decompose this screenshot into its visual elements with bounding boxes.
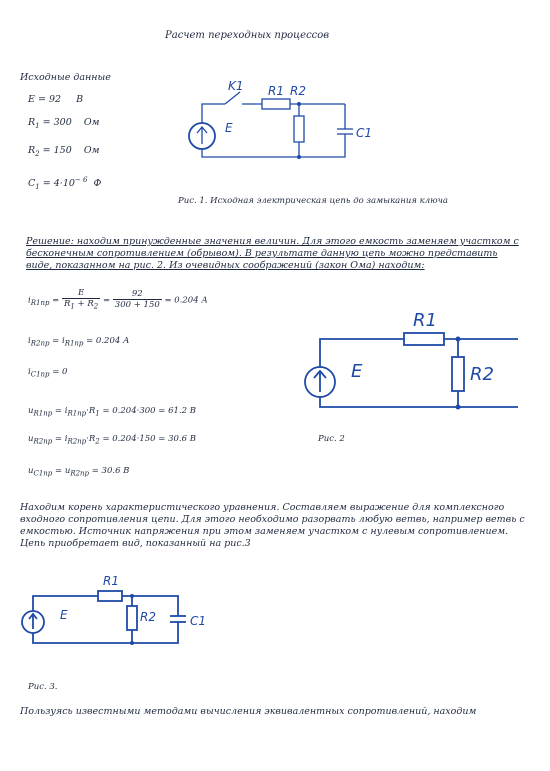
resistor-r2-icon — [294, 116, 304, 142]
fig3-label-e: E — [60, 608, 68, 622]
fig2-caption: Рис. 2 — [318, 434, 345, 444]
fig2-label-e: E — [351, 361, 363, 382]
solution-paragraph: Решение: находим принужденные значения величин. Для этого емкость заменяем участком с бесконечным сопротивлением (обрывом). В результате данную цепь можно представить виде, показанном на рис. 2. Из очевидных соображений (закон Ома) находим: — [26, 236, 519, 271]
given-heading: Исходные данные — [20, 72, 111, 83]
characteristic-paragraph: Находим корень характеристического уравнения. Составляем выражение для комплексного входного сопротивления цепи. Для этого необходимо разорвать любую ветвь, например ветвь с емкостью. Источник напряжения при этом заменяем участком с нулевым сопротивлением. Цепь приобретает вид, показанный на рис.3 — [20, 502, 525, 549]
fig1-label-r2: R2 — [290, 84, 306, 98]
resistor-r2-icon — [127, 606, 137, 630]
fig3-label-r2: R2 — [140, 610, 156, 624]
given-r2: $R_2 = 150$ Ом — [28, 145, 100, 158]
fig2-label-r2: R2 — [470, 364, 494, 385]
fig1-caption: Рис. 1. Исходная электрическая цепь до замыкания ключа — [178, 196, 448, 206]
figure-2-circuit — [296, 302, 526, 422]
resistor-r1-icon — [98, 591, 122, 601]
fig1-label-e: E — [225, 121, 233, 135]
switch-k1-icon — [225, 92, 240, 104]
given-r1: $R_1 = 300$ Ом — [28, 117, 100, 130]
formula-u1: $u_{R1пр} = i_{R1пр}\cdot R_1 = 0.204\cdot 300 = 61.2$ В — [28, 406, 196, 418]
fig3-caption: Рис. 3. — [28, 682, 58, 692]
resistor-r1-icon — [404, 333, 444, 345]
formula-i2: $i_{R2пр} = i_{R1пр} = 0.204$ А — [28, 336, 130, 348]
given-c1: $C_1 = 4\cdot 10^{- 6}$ Ф — [28, 176, 102, 192]
resistor-r1-icon — [262, 99, 290, 109]
formula-ic: $i_{C1пр} = 0$ — [28, 367, 68, 379]
resistor-r2-icon — [452, 357, 464, 391]
fig1-label-c1: C1 — [356, 126, 373, 140]
given-e: E = 92 В — [28, 94, 84, 105]
formula-i1: $i_{R1пр}$ = $\frac{E}{R_1 + R_2}$ = $\frac{92}{300 + 150}$ = 0.204 А — [28, 288, 208, 311]
fig2-label-r1: R1 — [413, 310, 437, 331]
fig1-label-r1: R1 — [268, 84, 284, 98]
page-title: Расчет переходных процессов — [165, 30, 330, 41]
fig3-label-r1: R1 — [103, 574, 119, 588]
figure-1-circuit — [180, 78, 380, 188]
fig1-label-k1: K1 — [228, 79, 244, 93]
formula-u2: $u_{R2пр} = i_{R2пр}\cdot R_2 = 0.204\cdot 150 = 30.6$ В — [28, 434, 196, 446]
final-paragraph: Пользуясь известными методами вычисления эквивалентных сопротивлений, находим — [20, 706, 477, 717]
figure-3-circuit — [20, 574, 230, 654]
fig3-label-c1: C1 — [190, 614, 207, 628]
formula-uc: $u_{C1пр} = u_{R2пр} = 30.6$ В — [28, 466, 130, 478]
